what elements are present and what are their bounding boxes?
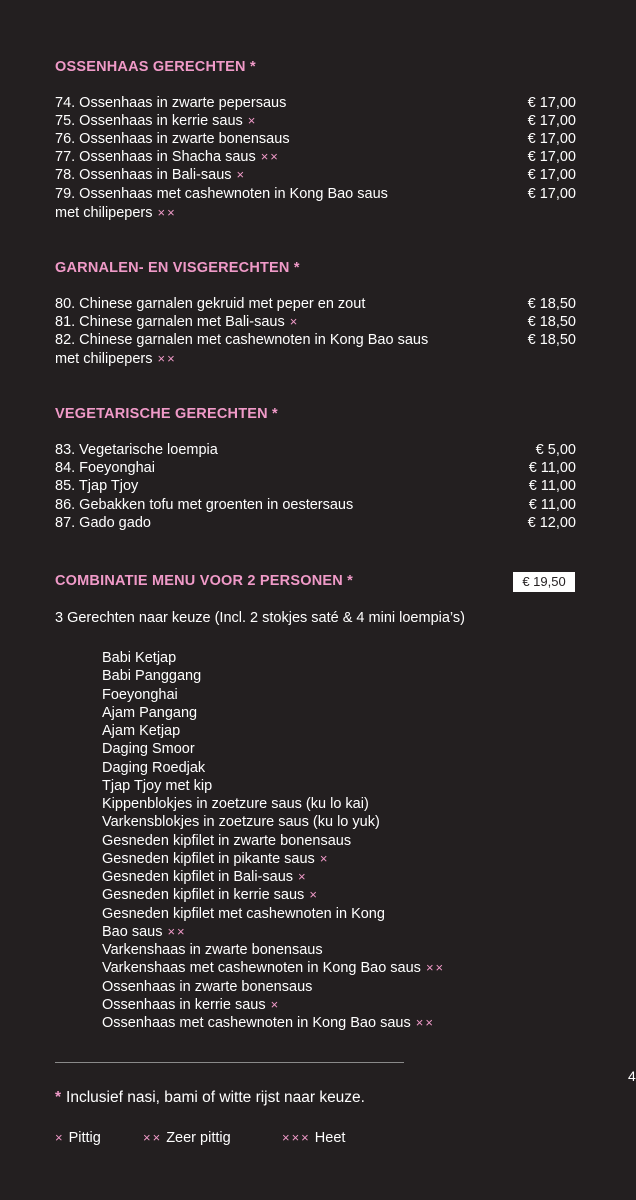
pepper-icon: ×	[309, 887, 319, 903]
item-price: € 11,00	[528, 460, 576, 476]
list-item	[102, 1014, 445, 1032]
list-item	[102, 832, 445, 850]
menu-item	[55, 94, 576, 112]
list-item	[102, 850, 445, 868]
list-item	[102, 667, 445, 685]
menu-item	[55, 185, 576, 203]
item-name: 82. Chinese garnalen met cashewnoten in Kong Bao saus	[55, 332, 429, 348]
list-item	[102, 959, 445, 977]
footnote	[55, 1089, 365, 1107]
item-name: 84. Foeyonghai	[55, 460, 155, 476]
item-price: € 18,50	[527, 332, 576, 348]
dish-name: Ossenhaas in kerrie saus	[102, 996, 266, 1013]
dish-name: Gesneden kipfilet in Bali-saus	[102, 869, 294, 885]
pepper-icon: ×	[236, 167, 247, 182]
pepper-icon: ××	[143, 1130, 163, 1145]
page-number: 4	[628, 1068, 636, 1084]
list-item	[102, 978, 445, 996]
pepper-icon: ×	[298, 869, 308, 884]
section-title-combinatie: COMBINATIE MENU VOOR 2 PERSONEN *	[55, 573, 353, 589]
menu-item	[55, 204, 576, 222]
list-item	[102, 759, 445, 777]
legend-heet	[282, 1130, 345, 1146]
item-price: € 11,00	[528, 497, 576, 513]
item-name: 74. Ossenhaas in zwarte pepersaus	[55, 95, 287, 111]
list-item	[102, 905, 445, 923]
list-item	[102, 686, 445, 704]
item-price: € 17,00	[527, 167, 576, 183]
dish-name: Gesneden kipfilet in pikante saus	[102, 850, 315, 867]
dish-name: Varkensblokjes in zoetzure saus (ku lo yuk)	[102, 814, 380, 831]
item-price: € 18,50	[527, 296, 576, 312]
item-price: € 17,00	[527, 95, 576, 111]
list-item	[102, 923, 445, 941]
pepper-icon: ××	[425, 960, 446, 976]
item-name: 79. Ossenhaas met cashewnoten in Kong Bao saus	[55, 186, 388, 202]
item-price: € 17,00	[527, 131, 576, 147]
section-title-vegetarisch: VEGETARISCHE GERECHTEN *	[55, 406, 278, 422]
dish-name: Tjap Tjoy met kip	[102, 777, 213, 794]
menu-item	[55, 148, 576, 166]
dish-name: Gesneden kipfilet in kerrie saus	[102, 887, 305, 904]
menu-item	[55, 130, 576, 148]
list-item	[102, 704, 445, 722]
dish-name: Babi Panggang	[102, 668, 202, 685]
list-item	[102, 795, 445, 813]
legend-label: Heet	[314, 1130, 346, 1146]
list-item	[102, 996, 445, 1014]
dish-name: Kippenblokjes in zoetzure saus (ku lo kai)	[102, 796, 369, 812]
combo-subtitle: 3 Gerechten naar keuze (Incl. 2 stokjes saté & 4 mini loempia’s)	[55, 610, 465, 626]
list-item	[102, 740, 445, 758]
menu-item	[55, 459, 576, 477]
dish-name: Varkenshaas met cashewnoten in Kong Bao saus	[102, 960, 421, 977]
list-item	[102, 941, 445, 959]
item-price: € 17,00	[527, 149, 576, 165]
footnote-star: *	[55, 1089, 62, 1106]
pepper-icon: ××	[167, 923, 187, 939]
item-name: 85. Tjap Tjoy	[55, 478, 139, 494]
pepper-icon: ×	[247, 113, 258, 128]
item-name: 86. Gebakken tofu met groenten in oestersaus	[55, 497, 354, 513]
menu-item	[55, 313, 576, 331]
list-item	[102, 722, 445, 740]
item-name: 77. Ossenhaas in Shacha saus	[55, 149, 256, 165]
pepper-icon: ×	[55, 1130, 65, 1145]
list-item	[102, 649, 445, 667]
item-name: 81. Chinese garnalen met Bali-saus	[55, 314, 285, 330]
dish-name: Bao saus	[102, 923, 163, 940]
legend-label: Zeer pittig	[166, 1130, 231, 1146]
item-name: 80. Chinese garnalen gekruid met peper en zout	[55, 296, 366, 312]
menu-item	[55, 295, 576, 313]
item-price: € 17,00	[527, 113, 576, 129]
dish-name: Foeyonghai	[102, 686, 178, 703]
menu-item	[55, 477, 576, 495]
section-title-garnalen: GARNALEN- EN VISGERECHTEN *	[55, 260, 300, 276]
legend-label: Pittig	[68, 1130, 101, 1146]
pepper-icon: ××	[260, 149, 280, 164]
dish-name: Babi Ketjap	[102, 650, 177, 666]
item-name: 78. Ossenhaas in Bali-saus	[55, 167, 232, 183]
item-price: € 12,00	[527, 515, 576, 531]
item-name: 87. Gado gado	[55, 515, 151, 531]
menu-item	[55, 331, 576, 349]
legend-pittig	[55, 1130, 101, 1146]
menu-item	[55, 514, 576, 532]
dish-name: Ossenhaas in zwarte bonensaus	[102, 978, 313, 995]
menu-item	[55, 350, 576, 368]
menu-item	[55, 496, 576, 514]
pepper-icon: ×	[289, 314, 300, 329]
pepper-icon: ×××	[282, 1130, 311, 1145]
dish-name: Gesneden kipfilet in zwarte bonensaus	[102, 832, 352, 849]
item-name: met chilipepers	[55, 351, 153, 367]
list-item	[102, 886, 445, 904]
list-item	[102, 868, 445, 886]
dish-name: Daging Smoor	[102, 741, 195, 758]
item-price: € 11,00	[528, 478, 576, 494]
item-name: met chilipepers	[55, 205, 153, 221]
divider	[55, 1062, 404, 1063]
combo-price-badge: € 19,50	[513, 572, 575, 592]
pepper-icon: ×	[270, 996, 281, 1012]
menu-item	[55, 112, 576, 130]
pepper-icon: ××	[415, 1015, 435, 1030]
legend-zeer-pittig	[143, 1130, 231, 1146]
pepper-icon: ×	[319, 850, 330, 866]
dish-name: Varkenshaas in zwarte bonensaus	[102, 942, 323, 958]
list-item	[102, 777, 445, 795]
menu-item	[55, 166, 576, 184]
dish-name: Ossenhaas met cashewnoten in Kong Bao saus	[102, 1015, 411, 1031]
dish-name: Ajam Pangang	[102, 704, 198, 721]
menu-item	[55, 441, 576, 459]
section-title-ossenhaas: OSSENHAAS GERECHTEN *	[55, 59, 256, 75]
item-name: 83. Vegetarische loempia	[55, 442, 218, 458]
item-name: 76. Ossenhaas in zwarte bonensaus	[55, 131, 290, 147]
dish-name: Daging Roedjak	[102, 759, 206, 776]
item-price: € 18,50	[527, 314, 576, 330]
pepper-icon: ××	[157, 351, 177, 366]
dish-name: Ajam Ketjap	[102, 723, 181, 739]
item-name: 75. Ossenhaas in kerrie saus	[55, 113, 243, 129]
item-price: € 17,00	[527, 186, 576, 202]
dish-name: Gesneden kipfilet met cashewnoten in Kong	[102, 905, 385, 922]
combo-dish-list	[102, 649, 445, 1032]
pepper-icon: ××	[157, 205, 177, 220]
list-item	[102, 813, 445, 831]
footnote-text: Inclusief nasi, bami of witte rijst naar keuze.	[66, 1089, 365, 1106]
item-price: € 5,00	[535, 442, 576, 458]
